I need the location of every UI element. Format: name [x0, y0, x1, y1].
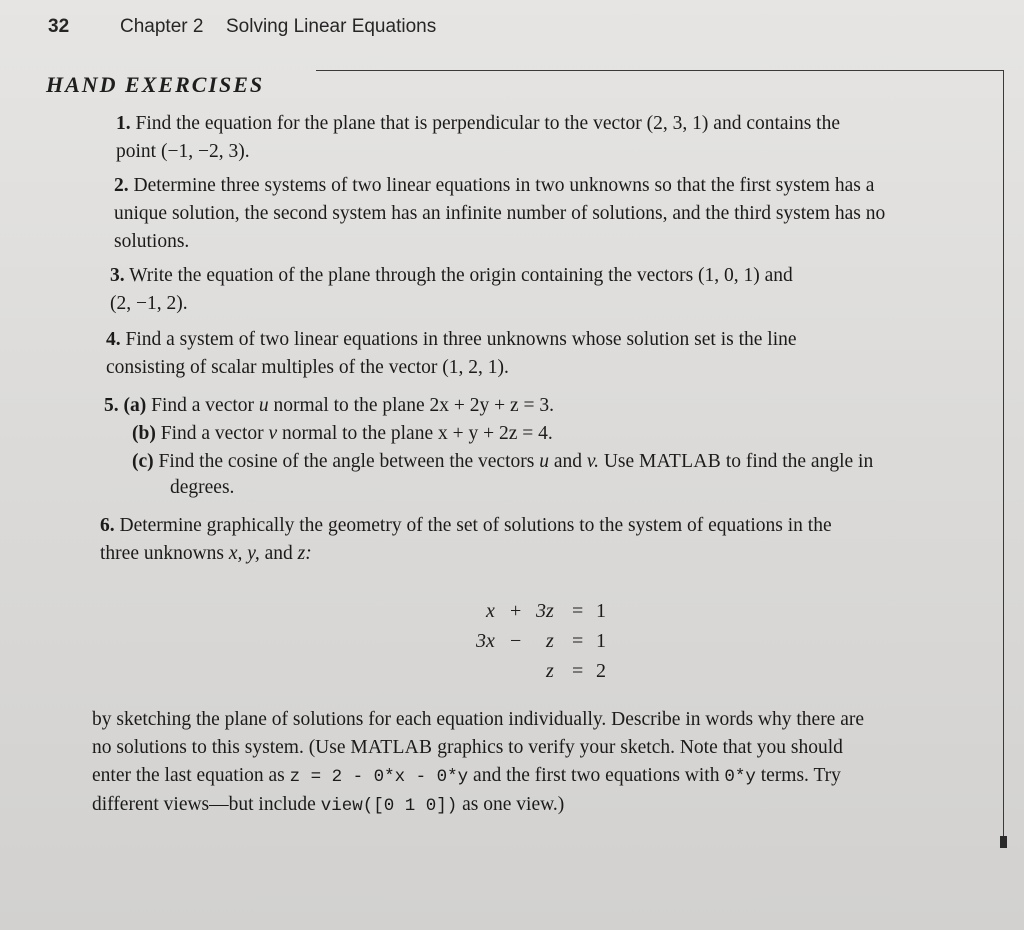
math-var: u [539, 451, 549, 472]
code-snippet: z = 2 - 0*x - 0*y [289, 767, 469, 787]
chapter-label: Chapter 2 [120, 16, 204, 37]
part-label: (a) [123, 395, 147, 416]
matlab-name: MATLAB [350, 737, 433, 758]
matlab-name: MATLAB [639, 451, 722, 472]
eq-rhs: 1 [596, 600, 606, 622]
code-snippet: 0*y [724, 767, 756, 787]
exercise-5c [132, 448, 873, 476]
chapter-title: Solving Linear Equations [226, 16, 437, 37]
equation-row [476, 596, 616, 626]
eq-term: z [546, 630, 554, 652]
paragraph-line: as one view.) [462, 794, 565, 815]
part-label: (b) [132, 423, 156, 444]
exercise-number: 4. [106, 329, 121, 350]
part-text: Find the cosine of the angle between the vectors [158, 451, 535, 472]
exercise-5 [104, 392, 554, 420]
exercise-text-line: Find a system of two linear equations in three unknowns whose solution set is the line [125, 329, 797, 350]
eq-term: 3z [536, 600, 554, 622]
exercise-text-line: Find the equation for the plane that is perpendicular to the vector (2, 3, 1) and contains the [135, 113, 840, 134]
exercise-5c-line2 [170, 474, 234, 502]
math-vars: x, y, [228, 543, 260, 564]
paragraph-line: graphics to verify your sketch. Note that you should [437, 737, 843, 758]
equation-system [476, 596, 616, 686]
part-text: Find a vector [160, 423, 264, 444]
running-header [48, 16, 1004, 46]
equation-row [476, 656, 616, 686]
exercise-text-line: Write the equation of the plane through the origin containing the vectors (1, 0, 1) and [129, 265, 793, 286]
eq-term: z [546, 660, 554, 682]
exercise-text-line: Determine three systems of two linear equations in two unknowns so that the first system has a [133, 175, 875, 196]
exercise-text-line: consisting of scalar multiples of the vector (1, 2, 1). [106, 357, 509, 378]
part-text: normal to the plane x + y + 2z = 4. [282, 423, 553, 444]
exercise-number: 6. [100, 515, 115, 536]
exercise-3 [110, 262, 793, 318]
equation-row [476, 626, 616, 656]
exercise-4 [106, 326, 797, 382]
eq-rhs: 2 [596, 660, 606, 682]
math-var: z: [297, 543, 312, 564]
paragraph-line: and the first two equations with [473, 765, 720, 786]
paragraph-line: no solutions to this system. (Use [92, 737, 346, 758]
eq-term: 3x [476, 630, 495, 652]
paragraph-line: terms. Try [760, 765, 841, 786]
part-text: Find a vector [151, 395, 255, 416]
exercise-text-line: and [264, 543, 293, 564]
exercise-number: 5. [104, 395, 119, 416]
exercise-text-line: (2, −1, 2). [110, 293, 188, 314]
eq-equals: = [572, 600, 584, 622]
section-title: HAND EXERCISES [46, 72, 265, 97]
exercise-text-line: Determine graphically the geometry of the set of solutions to the system of equations in the [119, 515, 832, 536]
section-rule-horizontal [316, 70, 1004, 71]
paragraph-line: by sketching the plane of solutions for each equation individually. Describe in words why there are [92, 709, 865, 730]
exercise-6 [100, 512, 832, 568]
paragraph-line: different views—but include [92, 794, 316, 815]
exercise-6-paragraph [92, 706, 864, 820]
exercise-2 [114, 172, 885, 256]
part-text: Use [603, 451, 635, 472]
part-text: normal to the plane 2x + 2y + z = 3. [273, 395, 554, 416]
exercise-text-line: solutions. [114, 231, 190, 252]
eq-operator: − [510, 630, 522, 652]
eq-term: x [486, 600, 495, 622]
exercise-text-line: unique solution, the second system has an infinite number of solutions, and the third system has no [114, 203, 886, 224]
eq-rhs: 1 [596, 630, 606, 652]
exercise-text-line: point (−1, −2, 3). [116, 141, 250, 162]
part-text: and [553, 451, 582, 472]
math-var: v. [586, 451, 599, 472]
eq-equals: = [572, 660, 584, 682]
part-label: (c) [132, 451, 154, 472]
exercise-number: 3. [110, 265, 125, 286]
exercise-text-line: three unknowns [100, 543, 225, 564]
exercise-5b [132, 420, 553, 448]
section-rule-vertical [1003, 70, 1004, 848]
math-var: v [268, 423, 278, 444]
code-snippet: view([0 1 0]) [320, 796, 458, 816]
exercise-1 [116, 110, 840, 166]
exercise-number: 1. [116, 113, 131, 134]
eq-equals: = [572, 630, 584, 652]
exercise-number: 2. [114, 175, 129, 196]
part-text: degrees. [170, 477, 235, 498]
eq-operator: + [510, 600, 522, 622]
page-number: 32 [48, 16, 70, 37]
paragraph-line: enter the last equation as [92, 765, 285, 786]
section-rule-end-mark [1000, 836, 1007, 848]
part-text: to find the angle in [725, 451, 874, 472]
math-var: u [258, 395, 269, 416]
